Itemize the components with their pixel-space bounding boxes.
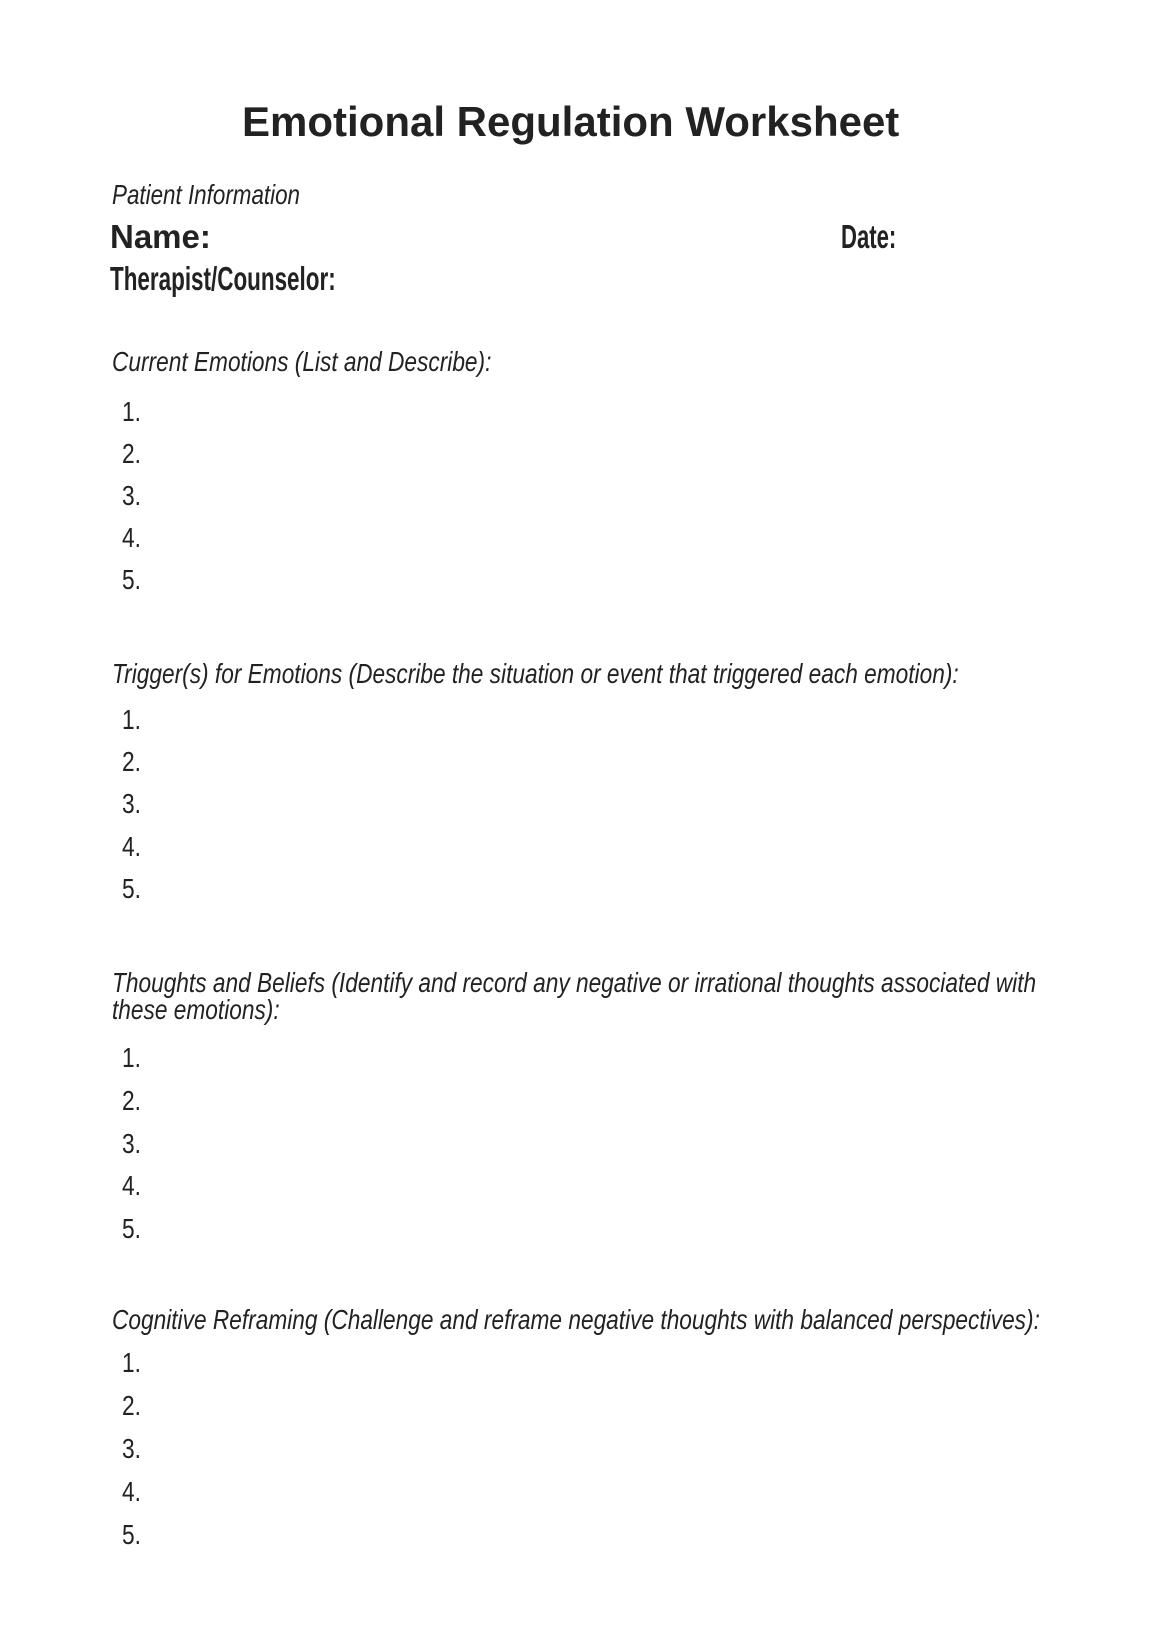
therapist-label: Therapist/Counselor: [110,260,336,297]
list-number: 4. [122,1170,141,1201]
list-number: 3. [122,1128,141,1159]
list-number: 2. [122,1085,141,1116]
date-label: Date: [841,218,897,255]
list-number: 5. [122,564,141,595]
list-number: 5. [122,873,141,904]
list-number: 3. [122,1433,141,1464]
section-2-heading: Trigger(s) for Emotions (Describe the situation or event that triggered each emotion): [112,658,959,689]
section-1-heading: Current Emotions (List and Describe): [112,346,492,377]
list-number: 2. [122,746,141,777]
list-number: 4. [122,522,141,553]
worksheet-title: Emotional Regulation Worksheet [242,98,900,145]
section-4-heading: Cognitive Reframing (Challenge and reframe negative thoughts with balanced perspectives): [112,1304,1040,1335]
list-number: 5. [122,1519,141,1550]
patient-info-heading: Patient Information [112,179,301,210]
list-number: 1. [122,1347,141,1378]
list-number: 2. [122,1390,141,1421]
section-3-heading: Thoughts and Beliefs (Identify and record any negative or irrational thoughts associated with these emotions): [112,967,1037,1025]
list-number: 3. [122,788,141,819]
list-number: 1. [122,396,141,427]
list-number: 3. [122,480,141,511]
list-number: 4. [122,1476,141,1507]
list-number: 5. [122,1213,141,1244]
list-number: 2. [122,438,141,469]
list-number: 1. [122,1042,141,1073]
list-number: 4. [122,831,141,862]
list-number: 1. [122,704,141,735]
name-label: Name: [110,218,211,255]
